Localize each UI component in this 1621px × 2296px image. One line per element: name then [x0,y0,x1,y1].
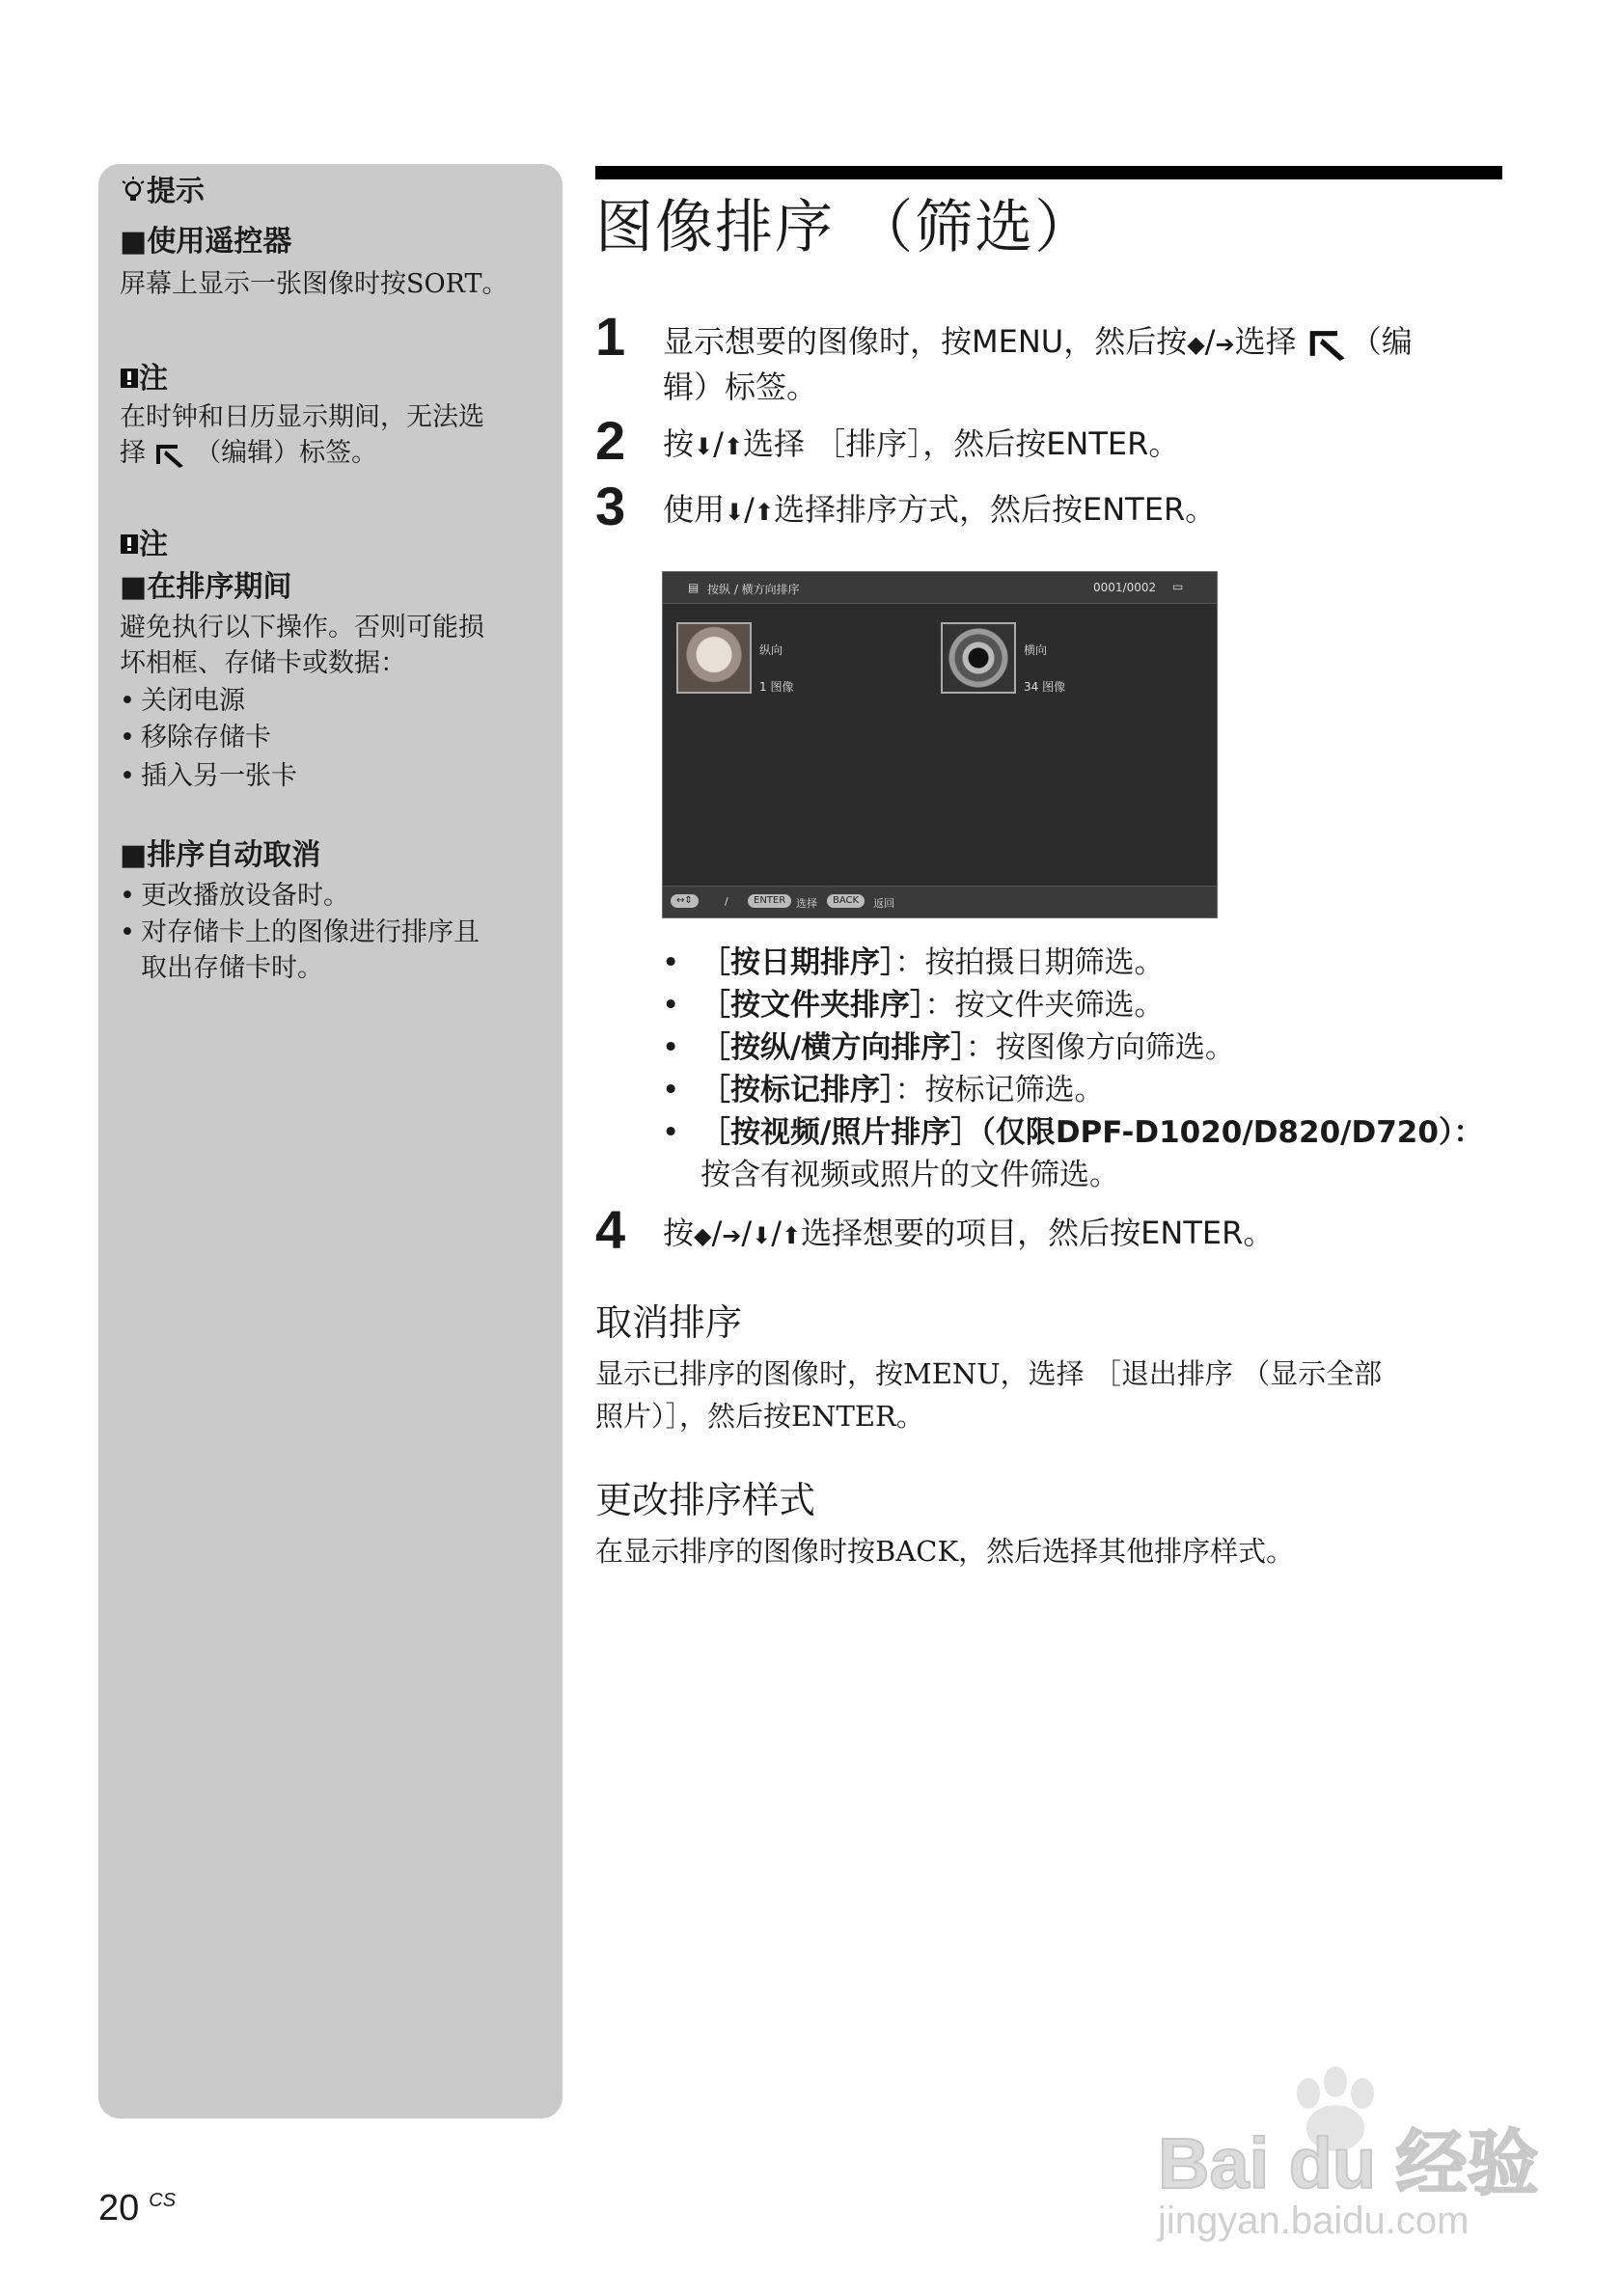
arrow-up-icon: ⬆ [723,433,744,460]
list-item: • ［按日期排序］：按拍摄日期筛选。 [662,945,1165,980]
page-number: 20 $^{CS}$ [98,2188,177,2228]
tip-heading [120,174,544,210]
list-item: • 移除存储卡 [120,723,271,752]
list-item: • 对存储卡上的图像进行排序且 取出存储卡时。 [120,917,480,983]
list-item: • ［按文件夹排序］：按文件夹筛选。 [662,988,1165,1023]
back-button[interactable]: BACK [827,894,865,908]
arrow-down-icon: ⬇ [752,1222,772,1249]
step-text: 按⬇/⬆选择 ［排序］，然后按ENTER。 [663,423,1502,468]
arrow-down-icon: ⬇ [725,499,745,526]
card-icon: ▭ [1172,580,1184,593]
screen-title: 按纵 / 横方向排序 [707,583,800,596]
note2-title: 注 [139,528,168,561]
note-icon [120,367,139,390]
section-heading: 更改排序样式 [595,1479,816,1521]
note2-heading [120,527,544,563]
arrow-left-icon: ◆ [694,1222,712,1249]
device-screen [662,571,1218,918]
slash: / [725,895,728,908]
tip-title: 提示 [147,175,205,208]
note-icon [120,533,139,556]
step-number: 3 [595,476,626,536]
note1-text-post: （编辑）标签。 [195,438,378,468]
list-item: • ［按纵/横方向排序］：按图像方向筛选。 [662,1030,1235,1065]
note1-text-pre: 择 [120,438,146,468]
arrow-up-icon: ⬆ [782,1222,802,1249]
list-item: • 更改播放设备时。 [120,881,349,911]
direction-keys-icon: ↔⇕ [671,894,699,908]
list-item: • 关闭电源 [120,686,245,716]
watermark [1154,2064,1540,2257]
edit-tab-icon [1306,326,1351,361]
note1-heading [120,361,544,397]
item-label: 纵向 [759,643,783,657]
item-count: 1 图像 [759,680,794,694]
note1-text-a: 在时钟和日历显示期间，无法选 [120,402,484,432]
watermark-main: Bai du 经验 [1158,2123,1539,2203]
arrow-right-icon: ➔ [1215,331,1235,358]
list-item: • ［按标记排序］：按标记筛选。 [662,1073,1105,1107]
item-label: 横向 [1024,643,1048,657]
edit-tab-icon [154,441,187,468]
screen-footer [663,886,1217,917]
remote-text: 屏幕上显示一张图像时按SORT。 [120,269,508,299]
step-number: 2 [595,410,626,471]
sort-icon: ▤ [688,581,700,594]
page-title: 图像排序 （筛选） [595,194,1095,261]
step-number: 1 [595,306,626,367]
note1-text-b [120,435,544,471]
arrow-right-icon: ➔ [722,1222,742,1249]
screen-counter: 0001/0002 [1093,581,1157,594]
portrait-thumbnail[interactable] [676,622,752,694]
lightbulb-icon [120,176,147,205]
step-number: 4 [595,1199,626,1260]
list-item: • 插入另一张卡 [120,761,297,791]
during-text-a: 避免执行以下操作。否则可能损 [120,613,484,642]
arrow-down-icon: ⬇ [694,433,714,460]
list-item: • ［按视频/照片排序］（仅限DPF-D1020/D820/D720）： 按含有视频或照片的文件筛选。 [662,1115,1484,1192]
footer-back: 返回 [873,897,894,910]
enter-button[interactable]: ENTER [748,894,791,908]
step-text: 使用⬇/⬆选择排序方式，然后按ENTER。 [663,488,1502,533]
title-rule [595,166,1502,179]
during-heading: ■在排序期间 [120,570,292,604]
remote-heading: ■使用遥控器 [120,225,292,259]
section-text: 在显示排序的图像时按BACK，然后选择其他排序样式。 [595,1535,1295,1568]
step-text: 显示想要的图像时，按MENU，然后按◆/➔选择 （编 辑）标签。 [663,323,1413,405]
landscape-thumbnail[interactable] [941,622,1016,694]
footer-select: 选择 [796,897,817,910]
item-count: 34 图像 [1024,680,1066,694]
section-text: 显示已排序的图像时，按MENU，选择 ［退出排序 （显示全部 照片）］，然后按ENTER。 [595,1357,1383,1433]
step-text: 按◆/➔/⬇/⬆选择想要的项目，然后按ENTER。 [663,1212,1502,1257]
screen-header [663,572,1217,604]
section-heading: 取消排序 [595,1301,743,1344]
during-text-b: 坏相框、存储卡或数据： [120,648,406,678]
note1-title: 注 [139,362,168,396]
arrow-up-icon: ⬆ [754,499,775,526]
auto-cancel-heading: ■排序自动取消 [120,838,321,872]
watermark-sub: jingyan.baidu.com [1158,2200,1470,2242]
arrow-left-icon: ◆ [1187,331,1205,358]
